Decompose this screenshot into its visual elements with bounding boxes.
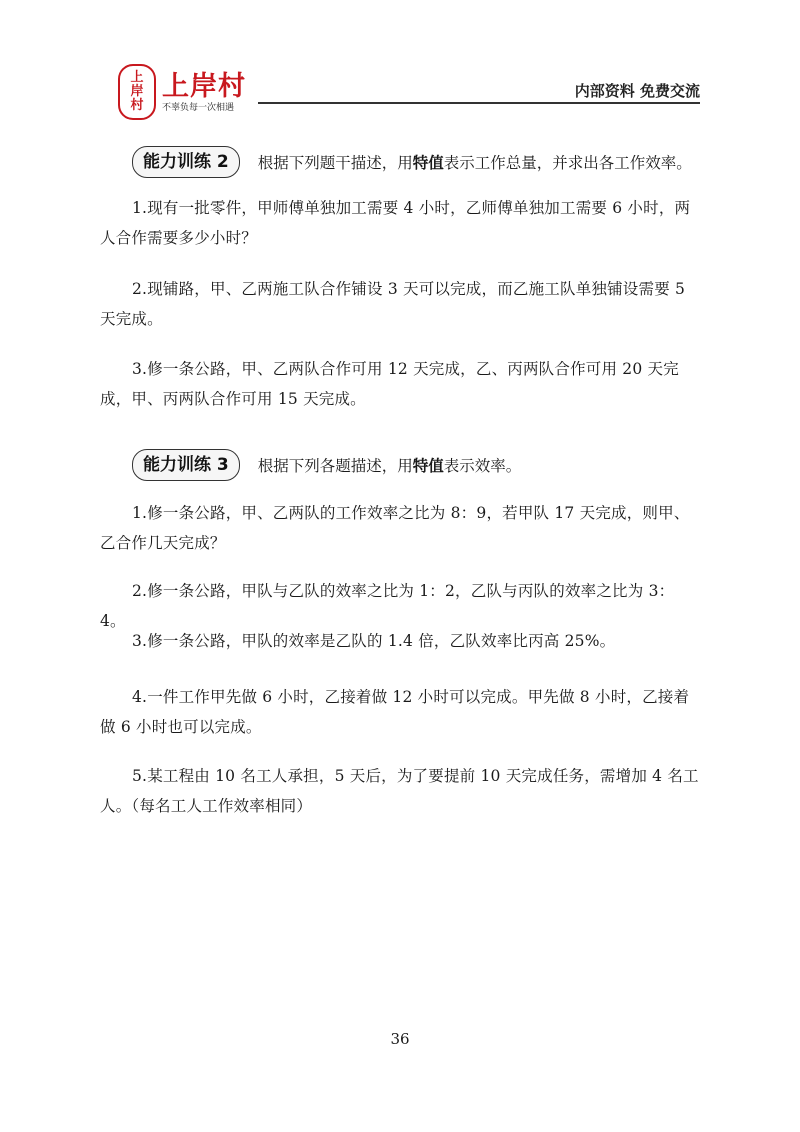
section-3-badge: 能力训练 3 — [132, 449, 240, 481]
question-2-3: 3.修一条公路，甲、乙两队合作可用 12 天完成，乙、丙两队合作可用 20 天完成，甲、丙两队合作可用 15 天完成。 — [100, 360, 679, 408]
section-2-title — [132, 146, 692, 178]
logo-seal-char: 岸 — [130, 84, 144, 99]
section-2-badge: 能力训练 2 — [132, 146, 240, 178]
logo-name: 上岸村 — [162, 71, 246, 102]
logo-seal-char: 上 — [130, 70, 144, 85]
question-3-1: 1.修一条公路，甲、乙两队的工作效率之比为 8：9，若甲队 17 天完成，则甲、乙合作几天完成？ — [100, 504, 690, 552]
instruction-text: 根据下列题干描述，用 — [257, 154, 413, 172]
question-3-2: 2.修一条公路，甲队与乙队的效率之比为 1：2，乙队与丙队的效率之比为 3：4。 — [100, 582, 675, 630]
logo-seal — [118, 64, 156, 120]
question-3-5: 5.某工程由 10 名工人承担，5 天后，为了要提前 10 天完成任务，需增加 4 名工人。（每名工人工作效率相同） — [100, 767, 699, 815]
question-3-3: 3.修一条公路，甲队的效率是乙队的 1.4 倍，乙队效率比丙高 25%。 — [132, 632, 616, 650]
section-3-instruction — [258, 454, 522, 476]
logo-slogan: 不辜负每一次相遇 — [162, 103, 235, 113]
question-2-1: 1.现有一批零件，甲师傅单独加工需要 4 小时，乙师傅单独加工需要 6 小时，两人合作需要多少小时？ — [100, 199, 691, 247]
instruction-text: 根据下列各题描述，用 — [257, 457, 413, 475]
logo-seal-char: 村 — [130, 98, 144, 113]
question-3-4: 4.一件工作甲先做 6 小时，乙接着做 12 小时可以完成。甲先做 8 小时，乙接着做 6 小时也可以完成。 — [100, 688, 690, 736]
question-2-2: 2.现铺路，甲、乙两施工队合作铺设 3 天可以完成，而乙施工队单独铺设需要 5 天完成。 — [100, 280, 686, 328]
instruction-text: 表示工作总量，并求出各工作效率。 — [443, 154, 692, 172]
page-number: 36 — [390, 1030, 410, 1048]
instruction-bold: 特值 — [412, 154, 444, 172]
section-3-title — [132, 449, 521, 481]
section-2-instruction — [258, 151, 692, 173]
instruction-text: 表示效率。 — [443, 457, 522, 475]
header-label: 内部资料 免费交流 — [574, 82, 700, 100]
header-rule — [258, 102, 700, 104]
instruction-bold: 特值 — [412, 457, 444, 475]
